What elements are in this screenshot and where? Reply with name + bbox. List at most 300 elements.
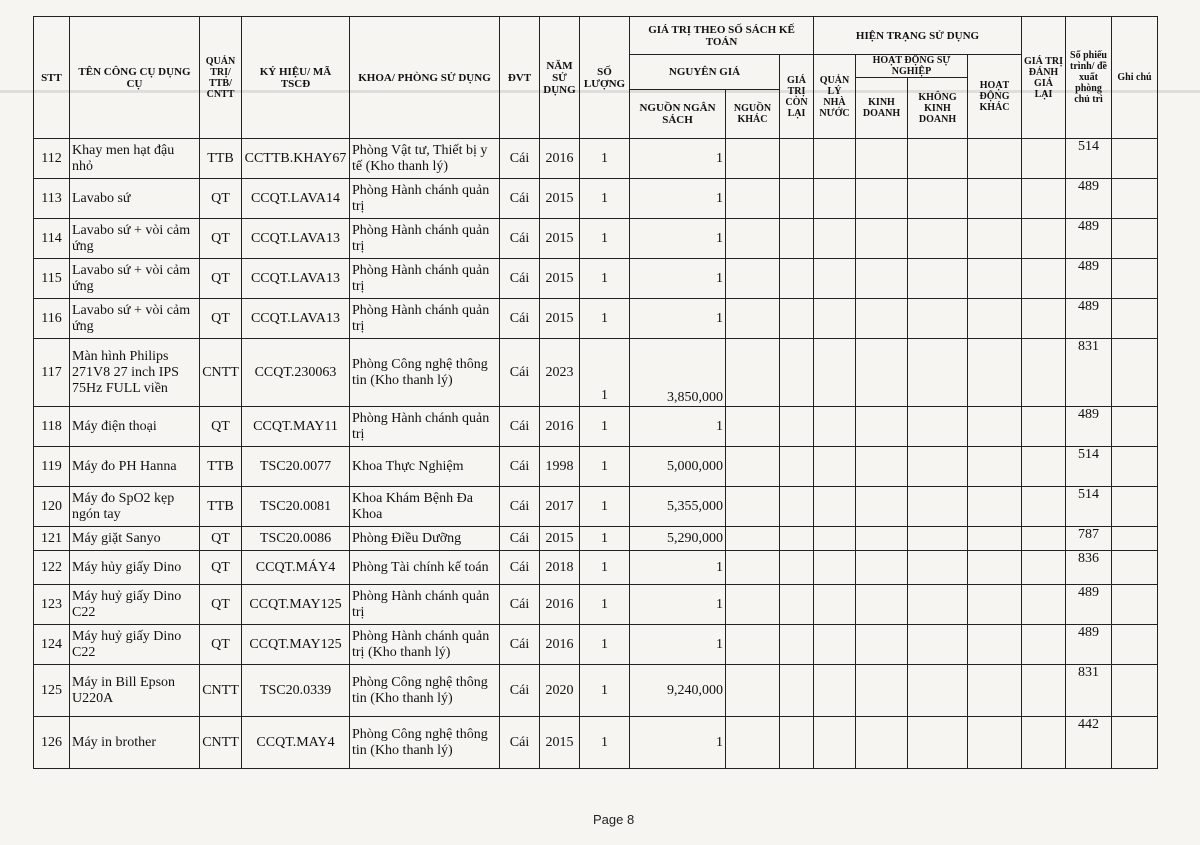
cell-ghi-chu [1112, 487, 1158, 527]
cell-so-phieu: 836 [1066, 551, 1112, 585]
cell-so-luong: 1 [580, 665, 630, 717]
cell-gia-tri-danh-gia-lai [1022, 179, 1066, 219]
cell-khong-kinh-doanh [908, 527, 968, 551]
table-row [34, 179, 1158, 219]
table-row [34, 299, 1158, 339]
cell-ky-hieu: TSC20.0081 [242, 487, 350, 527]
cell-so-phieu: 489 [1066, 219, 1112, 259]
cell-quan-tri: QT [200, 179, 242, 219]
cell-gia-tri-danh-gia-lai [1022, 665, 1066, 717]
cell-gia-tri-con-lai [780, 551, 814, 585]
cell-ten: Máy giặt Sanyo [70, 527, 200, 551]
header-nguon-khac: NGUỒN KHÁC [726, 90, 780, 139]
cell-nguon-ngan-sach: 9,240,000 [630, 665, 726, 717]
cell-ten: Máy in brother [70, 717, 200, 769]
cell-so-luong: 1 [580, 585, 630, 625]
cell-khoa: Phòng Hành chánh quản trị [350, 179, 500, 219]
cell-gia-tri-danh-gia-lai [1022, 299, 1066, 339]
cell-ten: Máy huỷ giấy Dino C22 [70, 625, 200, 665]
cell-khoa: Phòng Điều Dưỡng [350, 527, 500, 551]
cell-nam: 2020 [540, 665, 580, 717]
cell-nguon-khac [726, 585, 780, 625]
cell-quan-tri: QT [200, 585, 242, 625]
cell-stt: 115 [34, 259, 70, 299]
cell-nguon-khac [726, 665, 780, 717]
cell-stt: 123 [34, 585, 70, 625]
cell-dvt: Cái [500, 219, 540, 259]
cell-ky-hieu: CCQT.MAY125 [242, 585, 350, 625]
cell-khong-kinh-doanh [908, 717, 968, 769]
table-row [34, 447, 1158, 487]
cell-ky-hieu: CCQT.LAVA13 [242, 259, 350, 299]
cell-gia-tri-con-lai [780, 487, 814, 527]
cell-so-luong: 1 [580, 487, 630, 527]
cell-hoat-dong-khac [968, 219, 1022, 259]
cell-quan-ly-nha-nuoc [814, 259, 856, 299]
cell-dvt: Cái [500, 339, 540, 407]
cell-hoat-dong-khac [968, 259, 1022, 299]
cell-khoa: Phòng Hành chánh quản trị [350, 585, 500, 625]
header-khong-kinh-doanh: KHÔNG KINH DOANH [908, 78, 968, 139]
cell-so-phieu: 831 [1066, 339, 1112, 407]
cell-dvt: Cái [500, 299, 540, 339]
cell-ky-hieu: CCQT.MAY4 [242, 717, 350, 769]
cell-stt: 125 [34, 665, 70, 717]
cell-so-phieu: 442 [1066, 717, 1112, 769]
cell-quan-tri: QT [200, 259, 242, 299]
cell-quan-tri: QT [200, 527, 242, 551]
cell-nam: 2023 [540, 339, 580, 407]
cell-dvt: Cái [500, 665, 540, 717]
cell-so-luong: 1 [580, 259, 630, 299]
table-header [34, 17, 1158, 139]
cell-quan-ly-nha-nuoc [814, 447, 856, 487]
table-row [34, 339, 1158, 407]
cell-khong-kinh-doanh [908, 625, 968, 665]
cell-nam: 2015 [540, 219, 580, 259]
cell-gia-tri-danh-gia-lai [1022, 585, 1066, 625]
cell-nguon-ngan-sach: 1 [630, 585, 726, 625]
cell-quan-ly-nha-nuoc [814, 527, 856, 551]
cell-khong-kinh-doanh [908, 339, 968, 407]
cell-gia-tri-danh-gia-lai [1022, 407, 1066, 447]
cell-nguon-ngan-sach: 1 [630, 299, 726, 339]
cell-nam: 2018 [540, 551, 580, 585]
cell-nguon-khac [726, 139, 780, 179]
cell-ghi-chu [1112, 625, 1158, 665]
cell-quan-ly-nha-nuoc [814, 551, 856, 585]
cell-quan-ly-nha-nuoc [814, 625, 856, 665]
cell-nguon-khac [726, 447, 780, 487]
header-nguon-ngan-sach: NGUỒN NGÂN SÁCH [630, 90, 726, 139]
cell-khong-kinh-doanh [908, 219, 968, 259]
cell-kinh-doanh [856, 259, 908, 299]
cell-so-luong: 1 [580, 527, 630, 551]
table-row [34, 585, 1158, 625]
cell-quan-ly-nha-nuoc [814, 717, 856, 769]
cell-nguon-khac [726, 179, 780, 219]
cell-so-phieu: 489 [1066, 299, 1112, 339]
cell-hoat-dong-khac [968, 585, 1022, 625]
cell-gia-tri-danh-gia-lai [1022, 339, 1066, 407]
cell-nguon-ngan-sach: 1 [630, 179, 726, 219]
table-row [34, 665, 1158, 717]
cell-ky-hieu: CCQT.MAY11 [242, 407, 350, 447]
header-gia-tri-con-lai: GIÁ TRỊ CÒN LẠI [780, 55, 814, 139]
cell-kinh-doanh [856, 585, 908, 625]
cell-dvt: Cái [500, 487, 540, 527]
cell-kinh-doanh [856, 717, 908, 769]
cell-ky-hieu: TSC20.0077 [242, 447, 350, 487]
cell-nam: 2015 [540, 259, 580, 299]
header-kinh-doanh: KINH DOANH [856, 78, 908, 139]
cell-nam: 2016 [540, 585, 580, 625]
cell-ten: Màn hình Philips 271V8 27 inch IPS 75Hz FULL viền [70, 339, 200, 407]
cell-ghi-chu [1112, 447, 1158, 487]
cell-ghi-chu [1112, 717, 1158, 769]
header-nguyen-gia: NGUYÊN GIÁ [630, 55, 780, 90]
cell-nguon-khac [726, 339, 780, 407]
cell-so-luong: 1 [580, 447, 630, 487]
page-number: Page 8 [593, 812, 635, 827]
cell-quan-ly-nha-nuoc [814, 407, 856, 447]
cell-gia-tri-danh-gia-lai [1022, 447, 1066, 487]
cell-stt: 120 [34, 487, 70, 527]
cell-ten: Máy hủy giấy Dino [70, 551, 200, 585]
cell-gia-tri-con-lai [780, 259, 814, 299]
cell-nam: 2015 [540, 527, 580, 551]
cell-gia-tri-con-lai [780, 717, 814, 769]
cell-so-luong: 1 [580, 407, 630, 447]
table-row [34, 139, 1158, 179]
cell-nguon-khac [726, 487, 780, 527]
cell-dvt: Cái [500, 139, 540, 179]
cell-ten: Lavabo sứ [70, 179, 200, 219]
header-hoat-dong-su-nghiep: HOẠT ĐỘNG SỰ NGHIỆP [856, 55, 968, 78]
cell-kinh-doanh [856, 625, 908, 665]
cell-khoa: Phòng Hành chánh quản trị (Kho thanh lý) [350, 625, 500, 665]
cell-stt: 126 [34, 717, 70, 769]
cell-stt: 117 [34, 339, 70, 407]
header-so-luong: SỐ LƯỢNG [580, 17, 630, 139]
cell-stt: 114 [34, 219, 70, 259]
cell-ghi-chu [1112, 299, 1158, 339]
cell-so-phieu: 489 [1066, 179, 1112, 219]
cell-kinh-doanh [856, 527, 908, 551]
header-stt: STT [34, 17, 70, 139]
cell-khong-kinh-doanh [908, 447, 968, 487]
cell-quan-tri: QT [200, 219, 242, 259]
cell-ky-hieu: TSC20.0086 [242, 527, 350, 551]
table-row [34, 625, 1158, 665]
header-gia-tri-danh-gia-lai: GIÁ TRỊ ĐÁNH GIÁ LẠI [1022, 17, 1066, 139]
cell-hoat-dong-khac [968, 339, 1022, 407]
cell-so-luong: 1 [580, 299, 630, 339]
table-row [34, 717, 1158, 769]
cell-so-phieu: 514 [1066, 447, 1112, 487]
cell-ten: Máy điện thoại [70, 407, 200, 447]
cell-hoat-dong-khac [968, 447, 1022, 487]
cell-dvt: Cái [500, 447, 540, 487]
cell-nguon-ngan-sach: 5,000,000 [630, 447, 726, 487]
cell-kinh-doanh [856, 219, 908, 259]
cell-quan-ly-nha-nuoc [814, 299, 856, 339]
cell-kinh-doanh [856, 665, 908, 717]
cell-nguon-ngan-sach: 1 [630, 717, 726, 769]
cell-khoa: Phòng Tài chính kế toán [350, 551, 500, 585]
table-row [34, 259, 1158, 299]
cell-ghi-chu [1112, 585, 1158, 625]
cell-kinh-doanh [856, 339, 908, 407]
cell-gia-tri-danh-gia-lai [1022, 139, 1066, 179]
cell-quan-tri: TTB [200, 447, 242, 487]
header-quan-tri: QUẢN TRỊ/ TTB/ CNTT [200, 17, 242, 139]
table-row [34, 527, 1158, 551]
cell-nguon-khac [726, 299, 780, 339]
cell-khong-kinh-doanh [908, 259, 968, 299]
cell-gia-tri-danh-gia-lai [1022, 625, 1066, 665]
cell-dvt: Cái [500, 585, 540, 625]
cell-ky-hieu: CCQT.LAVA14 [242, 179, 350, 219]
cell-gia-tri-con-lai [780, 447, 814, 487]
cell-quan-ly-nha-nuoc [814, 139, 856, 179]
cell-gia-tri-con-lai [780, 585, 814, 625]
header-so-phieu: Số phiếu trình/ đề xuất phòng chủ trì [1066, 17, 1112, 139]
cell-nguon-ngan-sach: 3,850,000 [630, 339, 726, 407]
cell-so-phieu: 489 [1066, 585, 1112, 625]
cell-quan-ly-nha-nuoc [814, 179, 856, 219]
cell-hoat-dong-khac [968, 407, 1022, 447]
cell-gia-tri-danh-gia-lai [1022, 259, 1066, 299]
cell-quan-tri: TTB [200, 487, 242, 527]
cell-quan-tri: QT [200, 407, 242, 447]
cell-ten: Lavabo sứ + vòi cảm ứng [70, 219, 200, 259]
cell-ky-hieu: CCQT.MÁY4 [242, 551, 350, 585]
cell-hoat-dong-khac [968, 179, 1022, 219]
asset-table [33, 16, 1158, 769]
cell-stt: 112 [34, 139, 70, 179]
cell-khong-kinh-doanh [908, 407, 968, 447]
cell-quan-tri: CNTT [200, 339, 242, 407]
cell-ky-hieu: CCQT.MAY125 [242, 625, 350, 665]
cell-khoa: Phòng Công nghệ thông tin (Kho thanh lý) [350, 717, 500, 769]
cell-khoa: Phòng Hành chánh quản trị [350, 219, 500, 259]
cell-khoa: Phòng Công nghệ thông tin (Kho thanh lý) [350, 339, 500, 407]
cell-nam: 2016 [540, 407, 580, 447]
cell-stt: 122 [34, 551, 70, 585]
cell-nguon-ngan-sach: 5,290,000 [630, 527, 726, 551]
table-row [34, 487, 1158, 527]
cell-khoa: Phòng Vật tư, Thiết bị y tế (Kho thanh lý) [350, 139, 500, 179]
cell-so-luong: 1 [580, 339, 630, 407]
cell-nguon-ngan-sach: 1 [630, 219, 726, 259]
cell-quan-tri: CNTT [200, 665, 242, 717]
cell-ghi-chu [1112, 551, 1158, 585]
header-hoat-dong-khac: HOẠT ĐỘNG KHÁC [968, 55, 1022, 139]
cell-hoat-dong-khac [968, 487, 1022, 527]
header-hien-trang: HIỆN TRẠNG SỬ DỤNG [814, 17, 1022, 55]
cell-quan-ly-nha-nuoc [814, 665, 856, 717]
cell-stt: 121 [34, 527, 70, 551]
cell-khoa: Phòng Hành chánh quản trị [350, 407, 500, 447]
cell-stt: 124 [34, 625, 70, 665]
cell-ghi-chu [1112, 139, 1158, 179]
cell-kinh-doanh [856, 407, 908, 447]
cell-ky-hieu: CCQT.230063 [242, 339, 350, 407]
cell-kinh-doanh [856, 179, 908, 219]
header-gia-tri-so-sach: GIÁ TRỊ THEO SỐ SÁCH KẾ TOÁN [630, 17, 814, 55]
cell-khoa: Phòng Hành chánh quản trị [350, 299, 500, 339]
cell-so-luong: 1 [580, 219, 630, 259]
cell-kinh-doanh [856, 299, 908, 339]
cell-gia-tri-con-lai [780, 219, 814, 259]
cell-khong-kinh-doanh [908, 179, 968, 219]
cell-nguon-ngan-sach: 5,355,000 [630, 487, 726, 527]
cell-ky-hieu: CCQT.LAVA13 [242, 299, 350, 339]
cell-so-phieu: 514 [1066, 487, 1112, 527]
cell-khong-kinh-doanh [908, 487, 968, 527]
cell-hoat-dong-khac [968, 625, 1022, 665]
cell-nam: 2017 [540, 487, 580, 527]
cell-hoat-dong-khac [968, 717, 1022, 769]
cell-quan-ly-nha-nuoc [814, 585, 856, 625]
cell-nam: 2016 [540, 625, 580, 665]
cell-nam: 2016 [540, 139, 580, 179]
table-row [34, 407, 1158, 447]
cell-khong-kinh-doanh [908, 139, 968, 179]
cell-gia-tri-danh-gia-lai [1022, 487, 1066, 527]
cell-stt: 119 [34, 447, 70, 487]
cell-so-phieu: 489 [1066, 407, 1112, 447]
cell-nguon-ngan-sach: 1 [630, 139, 726, 179]
header-ky-hieu: KÝ HIỆU/ MÃ TSCĐ [242, 17, 350, 139]
cell-dvt: Cái [500, 179, 540, 219]
cell-so-phieu: 787 [1066, 527, 1112, 551]
cell-quan-ly-nha-nuoc [814, 339, 856, 407]
header-ten: TÊN CÔNG CỤ DỤNG CỤ [70, 17, 200, 139]
cell-nam: 2015 [540, 299, 580, 339]
cell-nguon-ngan-sach: 1 [630, 551, 726, 585]
cell-kinh-doanh [856, 551, 908, 585]
cell-ten: Lavabo sứ + vòi cảm ứng [70, 299, 200, 339]
cell-stt: 116 [34, 299, 70, 339]
cell-gia-tri-con-lai [780, 665, 814, 717]
cell-quan-tri: CNTT [200, 717, 242, 769]
cell-gia-tri-con-lai [780, 625, 814, 665]
cell-so-luong: 1 [580, 717, 630, 769]
cell-gia-tri-con-lai [780, 339, 814, 407]
cell-quan-tri: QT [200, 299, 242, 339]
cell-gia-tri-con-lai [780, 179, 814, 219]
header-khoa: KHOA/ PHÒNG SỬ DỤNG [350, 17, 500, 139]
cell-ten: Máy đo PH Hanna [70, 447, 200, 487]
cell-nam: 2015 [540, 717, 580, 769]
table-row [34, 551, 1158, 585]
cell-nguon-ngan-sach: 1 [630, 407, 726, 447]
cell-ten: Khay men hạt đậu nhỏ [70, 139, 200, 179]
cell-ghi-chu [1112, 665, 1158, 717]
cell-gia-tri-danh-gia-lai [1022, 551, 1066, 585]
cell-nguon-khac [726, 259, 780, 299]
cell-so-luong: 1 [580, 139, 630, 179]
cell-hoat-dong-khac [968, 551, 1022, 585]
cell-nguon-khac [726, 551, 780, 585]
cell-ten: Máy huỷ giấy Dino C22 [70, 585, 200, 625]
cell-ky-hieu: CCTTB.KHAY67 [242, 139, 350, 179]
cell-dvt: Cái [500, 717, 540, 769]
cell-nam: 1998 [540, 447, 580, 487]
cell-so-luong: 1 [580, 625, 630, 665]
cell-quan-tri: TTB [200, 139, 242, 179]
cell-ky-hieu: CCQT.LAVA13 [242, 219, 350, 259]
cell-dvt: Cái [500, 625, 540, 665]
header-ghi-chu: Ghi chú [1112, 17, 1158, 139]
cell-khoa: Khoa Khám Bệnh Đa Khoa [350, 487, 500, 527]
cell-nguon-ngan-sach: 1 [630, 625, 726, 665]
cell-kinh-doanh [856, 487, 908, 527]
cell-khoa: Khoa Thực Nghiệm [350, 447, 500, 487]
cell-ghi-chu [1112, 527, 1158, 551]
cell-so-luong: 1 [580, 551, 630, 585]
cell-quan-ly-nha-nuoc [814, 219, 856, 259]
cell-dvt: Cái [500, 407, 540, 447]
cell-ghi-chu [1112, 219, 1158, 259]
header-dvt: ĐVT [500, 17, 540, 139]
cell-so-phieu: 489 [1066, 625, 1112, 665]
cell-hoat-dong-khac [968, 665, 1022, 717]
cell-ten: Máy in Bill Epson U220A [70, 665, 200, 717]
cell-quan-tri: QT [200, 551, 242, 585]
cell-gia-tri-con-lai [780, 299, 814, 339]
cell-so-luong: 1 [580, 179, 630, 219]
table-row [34, 219, 1158, 259]
cell-nguon-khac [726, 717, 780, 769]
cell-khoa: Phòng Hành chánh quản trị [350, 259, 500, 299]
cell-stt: 113 [34, 179, 70, 219]
cell-kinh-doanh [856, 447, 908, 487]
cell-kinh-doanh [856, 139, 908, 179]
cell-so-phieu: 514 [1066, 139, 1112, 179]
cell-nguon-khac [726, 407, 780, 447]
cell-ghi-chu [1112, 407, 1158, 447]
cell-gia-tri-con-lai [780, 139, 814, 179]
cell-ten: Máy đo SpO2 kẹp ngón tay [70, 487, 200, 527]
cell-hoat-dong-khac [968, 527, 1022, 551]
cell-ky-hieu: TSC20.0339 [242, 665, 350, 717]
cell-hoat-dong-khac [968, 299, 1022, 339]
cell-nguon-khac [726, 625, 780, 665]
cell-nguon-khac [726, 527, 780, 551]
cell-quan-ly-nha-nuoc [814, 487, 856, 527]
cell-so-phieu: 489 [1066, 259, 1112, 299]
cell-khong-kinh-doanh [908, 585, 968, 625]
cell-khong-kinh-doanh [908, 299, 968, 339]
cell-ghi-chu [1112, 179, 1158, 219]
cell-dvt: Cái [500, 527, 540, 551]
cell-khoa: Phòng Công nghệ thông tin (Kho thanh lý) [350, 665, 500, 717]
cell-gia-tri-con-lai [780, 527, 814, 551]
cell-gia-tri-danh-gia-lai [1022, 527, 1066, 551]
cell-dvt: Cái [500, 259, 540, 299]
cell-ghi-chu [1112, 259, 1158, 299]
cell-khong-kinh-doanh [908, 665, 968, 717]
table-body [34, 139, 1158, 769]
cell-stt: 118 [34, 407, 70, 447]
cell-gia-tri-danh-gia-lai [1022, 219, 1066, 259]
cell-gia-tri-con-lai [780, 407, 814, 447]
cell-nguon-ngan-sach: 1 [630, 259, 726, 299]
cell-gia-tri-danh-gia-lai [1022, 717, 1066, 769]
